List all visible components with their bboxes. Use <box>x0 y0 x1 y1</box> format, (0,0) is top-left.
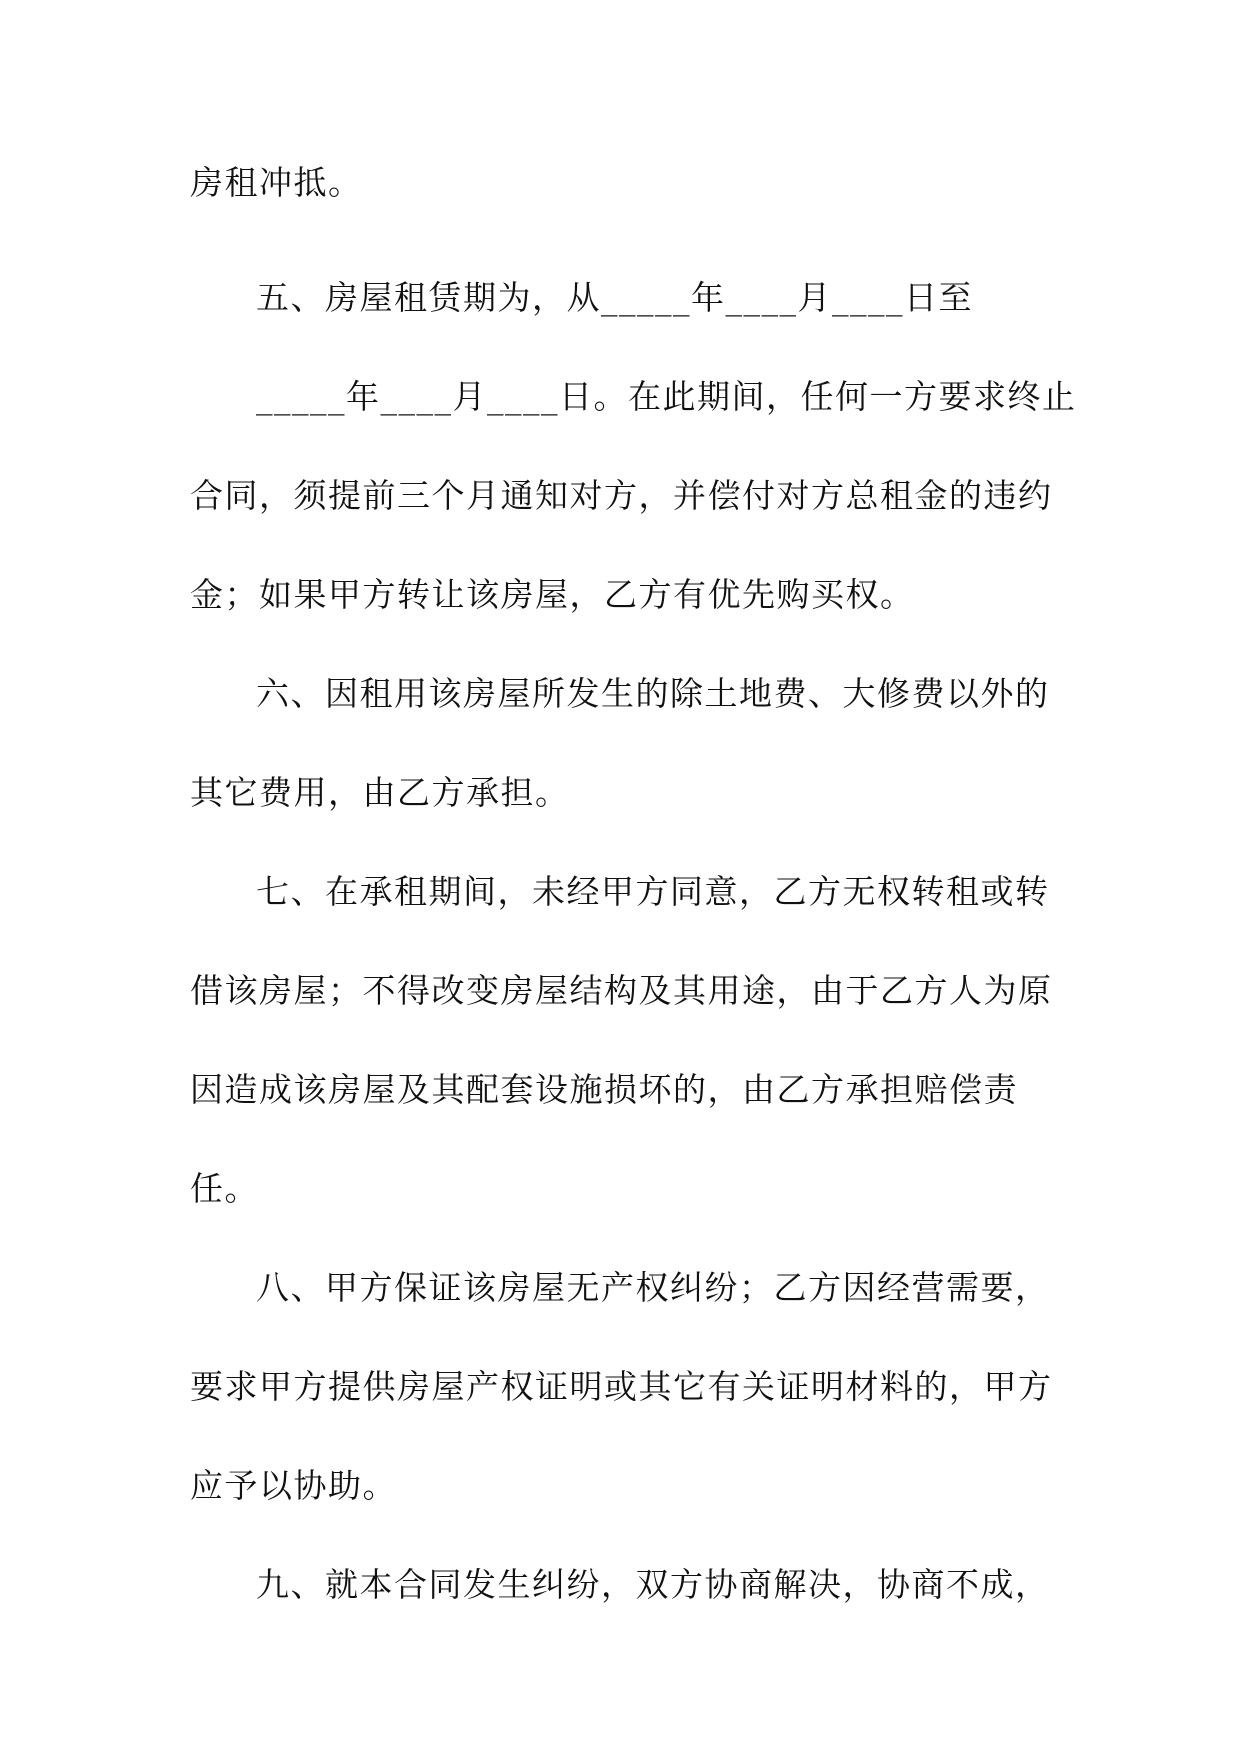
text-line: 六、因租用该房屋所发生的除土地费、大修费以外的 <box>256 674 1050 713</box>
text-line: 其它费用，由乙方承担。 <box>190 773 570 812</box>
text-line: 五、房屋租赁期为，从_____年____月____日至 <box>256 278 973 317</box>
text-line: 借该房屋；不得改变房屋结构及其用途，由于乙方人为原 <box>190 971 1053 1010</box>
text-line: 七、在承租期间，未经甲方同意，乙方无权转租或转 <box>256 872 1050 911</box>
text-line: 任。 <box>190 1169 259 1208</box>
text-line: 因造成该房屋及其配套设施损坏的，由乙方承担赔偿责 <box>190 1070 1018 1109</box>
text-line: 八、甲方保证该房屋无产权纠纷；乙方因经营需要， <box>256 1268 1050 1307</box>
text-line: 合同，须提前三个月通知对方，并偿付对方总租金的违约 <box>190 476 1053 515</box>
text-line: 应予以协助。 <box>190 1466 397 1505</box>
text-line: 房租冲抵。 <box>190 163 363 202</box>
text-line: _____年____月____日。在此期间，任何一方要求终止 <box>256 377 1077 416</box>
text-line: 要求甲方提供房屋产权证明或其它有关证明材料的，甲方 <box>190 1367 1053 1406</box>
text-line: 金；如果甲方转让该房屋，乙方有优先购买权。 <box>190 575 915 614</box>
text-line: 九、就本合同发生纠纷，双方协商解决，协商不成， <box>256 1565 1050 1604</box>
